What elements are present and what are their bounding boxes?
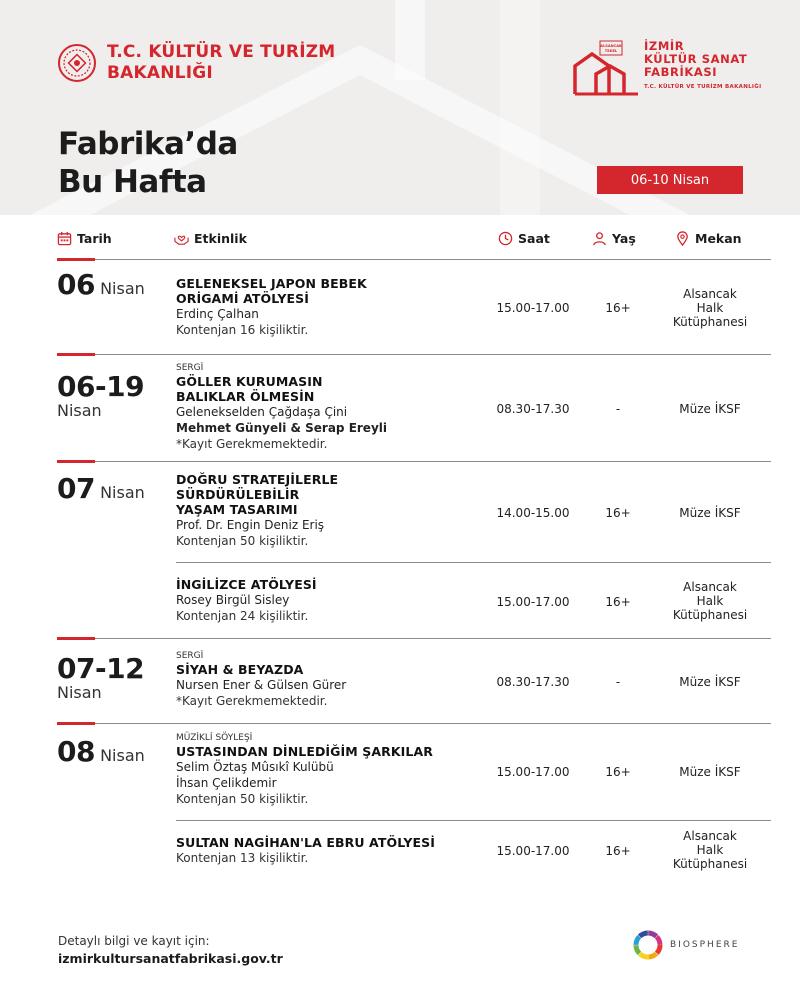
header-banner bbox=[0, 0, 800, 215]
event-person: Prof. Dr. Engin Deniz Eriş bbox=[176, 518, 325, 532]
row-accent-bar bbox=[57, 460, 95, 463]
event-entry bbox=[176, 363, 476, 452]
table-divider bbox=[176, 820, 771, 821]
event-title-line1: İNGİLİZCE ATÖLYESİ bbox=[176, 577, 317, 592]
event-title-line1: GÖLLER KURUMASIN bbox=[176, 374, 323, 389]
row-accent-bar bbox=[57, 353, 95, 356]
person-icon bbox=[592, 231, 607, 246]
event-time: 15.00-17.00 bbox=[496, 595, 570, 609]
biosphere-ring-icon bbox=[632, 929, 664, 961]
table-divider bbox=[57, 461, 771, 462]
event-venue-line1: Müze İKSF bbox=[679, 506, 741, 520]
ministry-name-line2: BAKANLIĞI bbox=[107, 63, 213, 83]
day-number: 07 bbox=[57, 472, 95, 505]
event-age: - bbox=[615, 675, 621, 689]
event-title-line3: YAŞAM TASARIMI bbox=[176, 502, 298, 517]
logo-subtitle: T.C. KÜLTÜR VE TURİZM BAKANLIĞI bbox=[644, 84, 762, 90]
day-month: Nisan bbox=[100, 746, 145, 765]
event-venue bbox=[658, 506, 762, 520]
row-accent-bar bbox=[57, 722, 95, 725]
event-age: 16+ bbox=[605, 506, 631, 520]
event-venue-line1: Müze İKSF bbox=[679, 402, 741, 416]
day-label bbox=[57, 472, 145, 505]
event-time: 15.00-17.00 bbox=[496, 844, 570, 858]
column-header-date bbox=[57, 231, 112, 246]
day-month: Nisan bbox=[57, 401, 102, 420]
event-venue bbox=[658, 287, 762, 329]
column-header-age-label: Yaş bbox=[612, 231, 636, 246]
ministry-name-line1: T.C. KÜLTÜR VE TURİZM bbox=[107, 42, 336, 62]
event-title-line2: SÜRDÜRÜLEBİLİR bbox=[176, 487, 300, 502]
ministry-logo bbox=[57, 42, 335, 84]
biosphere-label: BIOSPHERE bbox=[670, 940, 740, 950]
logo-badge-line2: TEKEL bbox=[604, 49, 618, 53]
footer-info-label: Detaylı bilgi ve kayıt için: bbox=[58, 934, 210, 948]
event-venue-line3: Kütüphanesi bbox=[672, 857, 748, 871]
event-category: MÜZİKLİ SÖYLEŞİ bbox=[176, 733, 253, 743]
event-venue-line1: Alsancak bbox=[683, 580, 737, 594]
day-label bbox=[57, 735, 145, 768]
event-venue bbox=[658, 765, 762, 779]
column-header-time-label: Saat bbox=[518, 231, 550, 246]
event-entry bbox=[176, 733, 476, 807]
event-person: Rosey Birgül Sisley bbox=[176, 593, 290, 607]
event-venue-line3: Kütüphanesi bbox=[672, 315, 748, 329]
column-header-venue-label: Mekan bbox=[695, 231, 742, 246]
event-time: 15.00-17.00 bbox=[496, 765, 570, 779]
event-entry bbox=[176, 472, 476, 549]
event-time: 15.00-17.00 bbox=[496, 301, 570, 315]
hands-heart-icon bbox=[174, 231, 189, 246]
izmir-kultur-sanat-logo bbox=[572, 40, 761, 96]
table-divider bbox=[57, 354, 771, 355]
location-pin-icon bbox=[675, 231, 690, 246]
event-title-line1: GELENEKSEL JAPON BEBEK bbox=[176, 276, 367, 291]
event-entry bbox=[176, 835, 476, 866]
date-range-badge: 06-10 Nisan bbox=[597, 166, 743, 194]
event-entry bbox=[176, 651, 476, 709]
event-person: Mehmet Günyeli & Serap Ereyli bbox=[176, 421, 387, 435]
logo-badge-line1: ALSANCAK bbox=[600, 44, 622, 48]
clock-icon bbox=[498, 231, 513, 246]
row-accent-bar bbox=[57, 637, 95, 640]
page-title-line1: Fabrika’da bbox=[58, 126, 238, 162]
calendar-icon bbox=[57, 231, 72, 246]
ministry-seal-icon bbox=[57, 43, 97, 83]
event-person: Erdinç Çalhan bbox=[176, 307, 259, 321]
day-label bbox=[57, 652, 144, 702]
table-divider bbox=[176, 562, 771, 563]
event-venue-line1: Müze İKSF bbox=[679, 675, 741, 689]
event-venue-line2: Halk bbox=[696, 301, 724, 315]
event-title-line1: USTASINDAN DİNLEDİĞİM ŞARKILAR bbox=[176, 744, 433, 759]
table-divider bbox=[57, 259, 771, 260]
table-divider bbox=[57, 723, 771, 724]
footer-info bbox=[58, 932, 283, 968]
column-header-age bbox=[592, 231, 636, 246]
event-category: SERGİ bbox=[176, 363, 204, 373]
row-accent-bar bbox=[57, 258, 95, 261]
event-age: - bbox=[615, 402, 621, 416]
event-time: 08.30-17.30 bbox=[496, 675, 570, 689]
column-header-time bbox=[498, 231, 550, 246]
day-number: 07-12 bbox=[57, 652, 145, 685]
event-person: Selim Öztaş Mûsıkî Kulübü bbox=[176, 760, 334, 774]
day-month: Nisan bbox=[57, 683, 102, 702]
event-note: *Kayıt Gerekmemektedir. bbox=[176, 437, 328, 451]
day-month: Nisan bbox=[100, 483, 145, 502]
event-person: Nursen Ener & Gülsen Gürer bbox=[176, 678, 347, 692]
event-note: Kontenjan 16 kişiliktir. bbox=[176, 323, 309, 337]
day-number: 06-19 bbox=[57, 370, 145, 403]
event-venue bbox=[658, 675, 762, 689]
event-time: 14.00-15.00 bbox=[496, 506, 570, 520]
logo-line3: FABRİKASI bbox=[644, 65, 718, 79]
event-age: 16+ bbox=[605, 595, 631, 609]
column-header-event bbox=[174, 231, 247, 246]
event-age: 16+ bbox=[605, 301, 631, 315]
event-venue-line3: Kütüphanesi bbox=[672, 608, 748, 622]
event-note: Kontenjan 24 kişiliktir. bbox=[176, 609, 309, 623]
event-title-line2: BALIKLAR ÖLMESİN bbox=[176, 389, 315, 404]
biosphere-logo bbox=[632, 929, 739, 961]
event-note: Kontenjan 50 kişiliktir. bbox=[176, 792, 309, 806]
event-venue-line1: Alsancak bbox=[683, 287, 737, 301]
event-time: 08.30-17.30 bbox=[496, 402, 570, 416]
event-age: 16+ bbox=[605, 844, 631, 858]
event-title-line2: ORİGAMİ ATÖLYESİ bbox=[176, 291, 309, 306]
page-title-line2: Bu Hafta bbox=[58, 164, 207, 200]
table-divider bbox=[57, 638, 771, 639]
event-title-line1: SİYAH & BEYAZDA bbox=[176, 662, 304, 677]
event-venue bbox=[658, 580, 762, 622]
website-link[interactable]: izmirkultursanatfabrikasi.gov.tr bbox=[58, 951, 283, 966]
event-venue-line1: Müze İKSF bbox=[679, 765, 741, 779]
event-note: Kontenjan 13 kişiliktir. bbox=[176, 851, 309, 865]
day-number: 08 bbox=[57, 735, 95, 768]
event-age: 16+ bbox=[605, 765, 631, 779]
factory-logo-icon bbox=[572, 40, 640, 96]
event-title-line1: SULTAN NAGİHAN'LA EBRU ATÖLYESİ bbox=[176, 835, 435, 850]
event-note: Kontenjan 50 kişiliktir. bbox=[176, 534, 309, 548]
event-venue-line2: Halk bbox=[696, 843, 724, 857]
day-month: Nisan bbox=[100, 279, 145, 298]
event-venue-line2: Halk bbox=[696, 594, 724, 608]
page-title bbox=[58, 125, 238, 201]
column-header-event-label: Etkinlik bbox=[194, 231, 247, 246]
event-category: SERGİ bbox=[176, 651, 204, 661]
event-person: Gelenekselden Çağdaşa Çini bbox=[176, 405, 348, 419]
logo-line2: KÜLTÜR SANAT bbox=[644, 52, 748, 66]
event-venue bbox=[658, 829, 762, 871]
column-header-venue bbox=[675, 231, 742, 246]
event-title-line1: DOĞRU STRATEJİLERLE bbox=[176, 472, 339, 487]
event-note: *Kayıt Gerekmemektedir. bbox=[176, 694, 328, 708]
day-number: 06 bbox=[57, 268, 95, 301]
day-label bbox=[57, 370, 144, 420]
event-entry bbox=[176, 577, 476, 624]
event-venue bbox=[658, 402, 762, 416]
logo-line1: İZMİR bbox=[644, 39, 685, 53]
day-label bbox=[57, 268, 145, 301]
event-person: İhsan Çelikdemir bbox=[176, 776, 277, 790]
event-entry bbox=[176, 276, 476, 338]
event-venue-line1: Alsancak bbox=[683, 829, 737, 843]
column-header-date-label: Tarih bbox=[77, 231, 112, 246]
